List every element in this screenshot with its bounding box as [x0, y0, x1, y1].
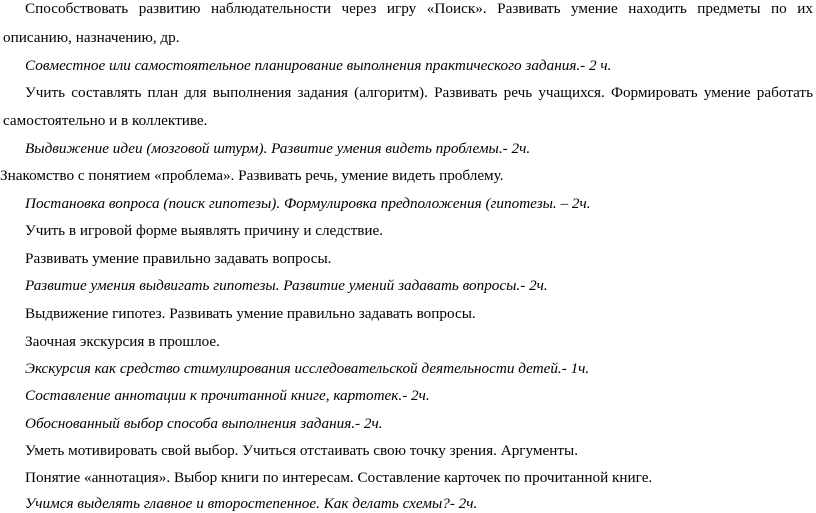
- paragraph-9: Развитие умения выдвигать гипотезы. Развитие умений задавать вопросы.- 2ч.: [25, 277, 548, 294]
- paragraph-11: Заочная экскурсия в прошлое.: [25, 333, 220, 350]
- paragraph-10: Выдвижение гипотез. Развивать умение правильно задавать вопросы.: [25, 305, 476, 322]
- paragraph-16: Понятие «аннотация». Выбор книги по интересам. Составление карточек по прочитанной книге.: [25, 469, 653, 486]
- paragraph-4: Выдвижение идеи (мозговой штурм). Развитие умения видеть проблемы.- 2ч.: [25, 140, 531, 157]
- paragraph-5: Знакомство с понятием «проблема». Развивать речь, умение видеть проблему.: [0, 167, 504, 184]
- paragraph-8: Развивать умение правильно задавать вопросы.: [25, 250, 332, 267]
- paragraph-17: Учимся выделять главное и второстепенное. Как делать схемы?- 2ч.: [25, 495, 478, 512]
- paragraph-6: Постановка вопроса (поиск гипотезы). Формулировка предположения (гипотезы. – 2ч.: [25, 195, 591, 212]
- paragraph-3-line-2: самостоятельно и в коллективе.: [3, 112, 208, 129]
- paragraph-1-line-1: Способствовать развитию наблюдательности через игру «Поиск». Развивать умение находить предметы по их: [25, 0, 813, 17]
- paragraph-3-line-1: Учить составлять план для выполнения задания (алгоритм). Развивать речь учащихся. Формировать умение работать: [25, 84, 813, 101]
- paragraph-14: Обоснованный выбор способа выполнения задания.- 2ч.: [25, 415, 383, 432]
- paragraph-13: Составление аннотации к прочитанной книге, картотек.- 2ч.: [25, 387, 430, 404]
- paragraph-2: Совместное или самостоятельное планирование выполнения практического задания.- 2 ч.: [25, 57, 612, 74]
- paragraph-12: Экскурсия как средство стимулирования исследовательской деятельности детей.- 1ч.: [25, 360, 590, 377]
- paragraph-7: Учить в игровой форме выявлять причину и следствие.: [25, 222, 384, 239]
- paragraph-15: Уметь мотивировать свой выбор. Учиться отстаивать свою точку зрения. Аргументы.: [25, 442, 579, 459]
- paragraph-1-line-2: описанию, назначению, др.: [3, 29, 180, 46]
